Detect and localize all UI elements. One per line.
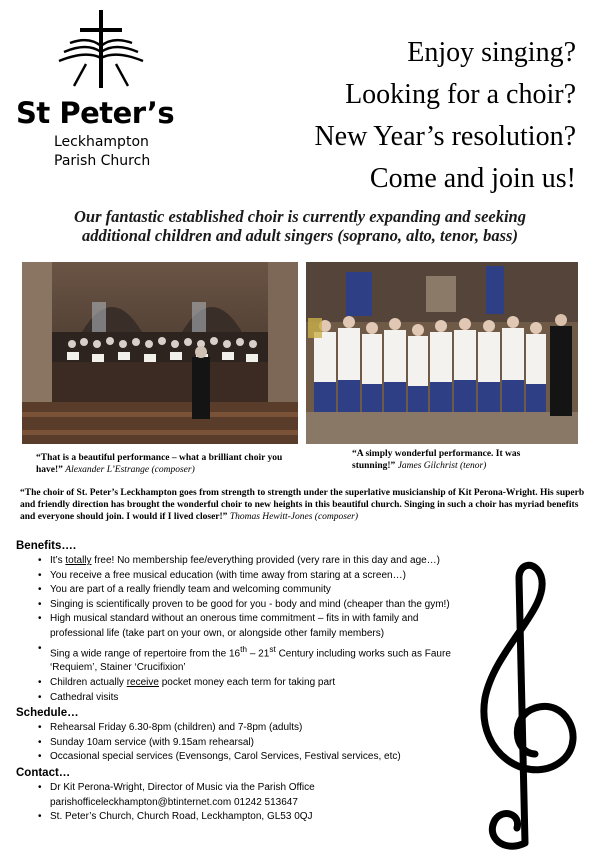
benefit-7-pre: Children actually (50, 677, 127, 689)
benefit-6-pre: Sing a wide range of repertoire from the 16 (50, 647, 241, 659)
quote-author: Thomas Hewitt-Jones (composer) (229, 512, 359, 522)
quote-hewitt-jones (20, 487, 592, 523)
list-item: • St. Peter’s Church, Church Road, Leckhampton, GL53 0QJ (38, 810, 576, 825)
contact-heading: Contact… (16, 767, 71, 780)
headlines (314, 32, 576, 200)
benefit-6-sup2: st (269, 643, 276, 654)
headline-1: Enjoy singing? (407, 37, 576, 68)
benefit-1-pre: It’s (50, 555, 66, 566)
benefit-6-line2: ‘Requiem’, Stainer ‘Crucifixion’ (50, 662, 186, 674)
quote-author: Alexander L’Estrange (composer) (65, 465, 195, 475)
schedule-list (16, 721, 576, 765)
list-item: • You are part of a really friendly team and welcoming community (38, 583, 576, 598)
list-item (38, 642, 576, 677)
headline-2: Looking for a choir? (345, 79, 576, 110)
schedule-heading: Schedule… (16, 707, 79, 720)
benefit-6-post: Century including works such as Faure (275, 647, 451, 659)
quote-gilchrist (352, 448, 552, 472)
list-item: • You receive a free musical education (with time away from staring at a screen…) (38, 569, 576, 584)
list-item: • Cathedral visits (38, 691, 576, 706)
list-item: • Rehearsal Friday 6.30-8pm (children) and 7-8pm (adults) (38, 721, 576, 736)
quote-text: “The choir of St. Peter’s Leckhampton goes from strength to strength under the superlative musicianship of Kit Perona-Wright. His superb and friendly direction has brought the wonderful choir to new heights in this beautiful church. Singing in such a choir has myriad benefits and everyone should join. I would if I lived closer!” (20, 488, 585, 522)
contact-email-phone: parishofficeleckhampton@btinternet.com 01242 513647 (50, 796, 298, 808)
choir-performance-photo (22, 262, 298, 444)
choir-robes-photo (306, 262, 578, 444)
logo-subtitle-1: Leckhampton (54, 134, 149, 150)
benefit-6-sup1: th (240, 643, 248, 654)
benefits-list (16, 554, 576, 705)
intro-line-2: additional children and adult singers (soprano, alto, tenor, bass) (82, 226, 518, 245)
logo-subtitle-2: Parish Church (54, 153, 151, 169)
intro-line-1: Our fantastic established choir is currently expanding and seeking (74, 207, 526, 226)
list-item (38, 612, 576, 641)
benefit-5-line1: High musical standard without an onerous time commitment – fits in with family and (50, 613, 419, 625)
benefit-7-post: pocket money each term for taking part (158, 677, 336, 689)
benefit-6-mid: – 21 (247, 647, 270, 659)
headline-4: Come and join us! (369, 163, 576, 194)
info-sections (16, 538, 576, 825)
benefit-7-underlined: receive (126, 677, 159, 689)
list-item: • Singing is scientifically proven to be good for you - body and mind (cheaper than the gym!) (38, 598, 576, 613)
quote-author: James Gilchrist (tenor) (397, 461, 487, 471)
benefit-1-post: free! No membership fee/everything provided (very rare in this day and age…) (91, 555, 441, 566)
quote-text: “A simply wonderful performance. It was stunning!” (352, 449, 521, 471)
list-item (38, 554, 576, 569)
list-item: • Occasional special services (Evensongs, Carol Services, Festival services, etc) (38, 750, 576, 765)
list-item: • Sunday 10am service (with 9.15am rehearsal) (38, 736, 576, 751)
contact-list (16, 781, 576, 825)
logo-title: St Peter’s (16, 96, 175, 130)
quote-text: “That is a beautiful performance – what a brilliant choir you have!” (36, 453, 283, 475)
quote-lestrange (36, 452, 296, 476)
benefit-5-line2: professional life (take part on your own, or alongside other family members) (50, 627, 385, 639)
benefits-heading: Benefits…. (16, 540, 77, 552)
list-item (38, 676, 576, 691)
church-logo (10, 8, 190, 178)
cross-rays-icon (56, 8, 146, 90)
list-item (38, 781, 576, 810)
headline-3: New Year’s resolution? (314, 121, 576, 152)
contact-1-line1: Dr Kit Perona-Wright, Director of Music via the Parish Office (50, 782, 315, 794)
benefit-1-underlined: totally (65, 555, 92, 566)
intro-text (16, 207, 584, 245)
